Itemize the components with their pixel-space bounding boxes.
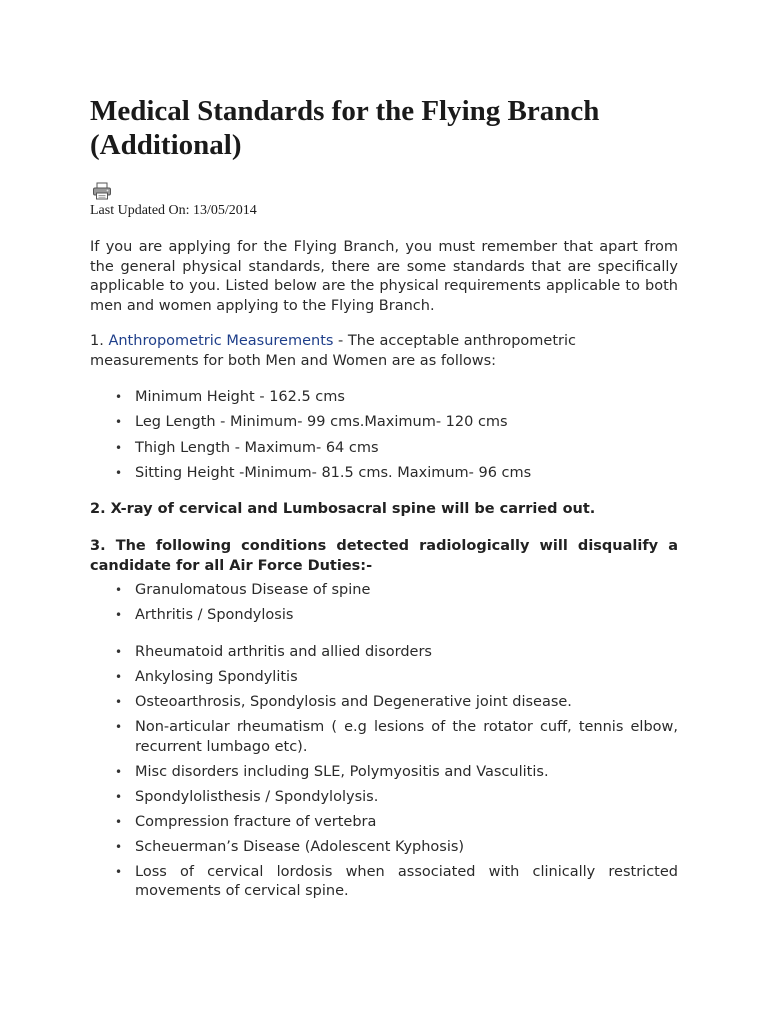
conditions-list-a (90, 581, 678, 631)
list-item: • Compression fracture of vertebra (90, 813, 678, 833)
section-1-number: 1. (90, 333, 109, 349)
last-updated: Last Updated On: 13/05/2014 (90, 203, 257, 218)
section-1-paragraph (90, 332, 678, 371)
list-item: • Granulomatous Disease of spine (90, 581, 678, 601)
list-item: • Loss of cervical lordosis when associated with clinically restricted movements of cervical spine. (90, 863, 678, 902)
list-item: • Ankylosing Spondylitis (90, 668, 678, 688)
list-item: • Sitting Height -Minimum- 81.5 cms. Maximum- 96 cms (90, 463, 678, 488)
list-item: • Spondylolisthesis / Spondylolysis. (90, 788, 678, 808)
section-3-heading: 3. The following conditions detected radiologically will disqualify a candidate for all Air Force Duties:- (90, 538, 678, 574)
measurements-list (90, 387, 678, 488)
list-item: • Osteoarthrosis, Spondylosis and Degenerative joint disease. (90, 693, 678, 713)
list-item: • Thigh Length - Maximum- 64 cms (90, 438, 678, 463)
list-item: • Misc disorders including SLE, Polymyositis and Vasculitis. (90, 763, 678, 783)
list-item: • Scheuerman’s Disease (Adolescent Kyphosis) (90, 838, 678, 858)
list-item: • Rheumatoid arthritis and allied disorders (90, 643, 678, 663)
list-item: • Leg Length - Minimum- 99 cms.Maximum- 120 cms (90, 412, 678, 437)
printer-icon[interactable] (92, 182, 112, 200)
section-2-heading: 2. X-ray of cervical and Lumbosacral spine will be carried out. (90, 501, 596, 517)
anthropometric-measurements-link[interactable]: Anthropometric Measurements (108, 333, 334, 349)
page-title: Medical Standards for the Flying Branch (Additional) (90, 95, 600, 161)
list-item: • Minimum Height - 162.5 cms (90, 387, 678, 412)
section-1-text: - The acceptable anthropometric measurements for both Men and Women are as follows: (90, 333, 576, 369)
conditions-list-b (90, 643, 678, 907)
intro-paragraph: If you are applying for the Flying Branch, you must remember that apart from the general physical standards, there are some standards that are specifically applicable to you. Listed below are the physical requirements applicable to both men and women applying to the Flying Branch. (90, 239, 678, 314)
list-item: • Arthritis / Spondylosis (90, 606, 678, 626)
list-item: • Non-articular rheumatism ( e.g lesions of the rotator cuff, tennis elbow, recurrent lumbago etc). (90, 718, 678, 757)
